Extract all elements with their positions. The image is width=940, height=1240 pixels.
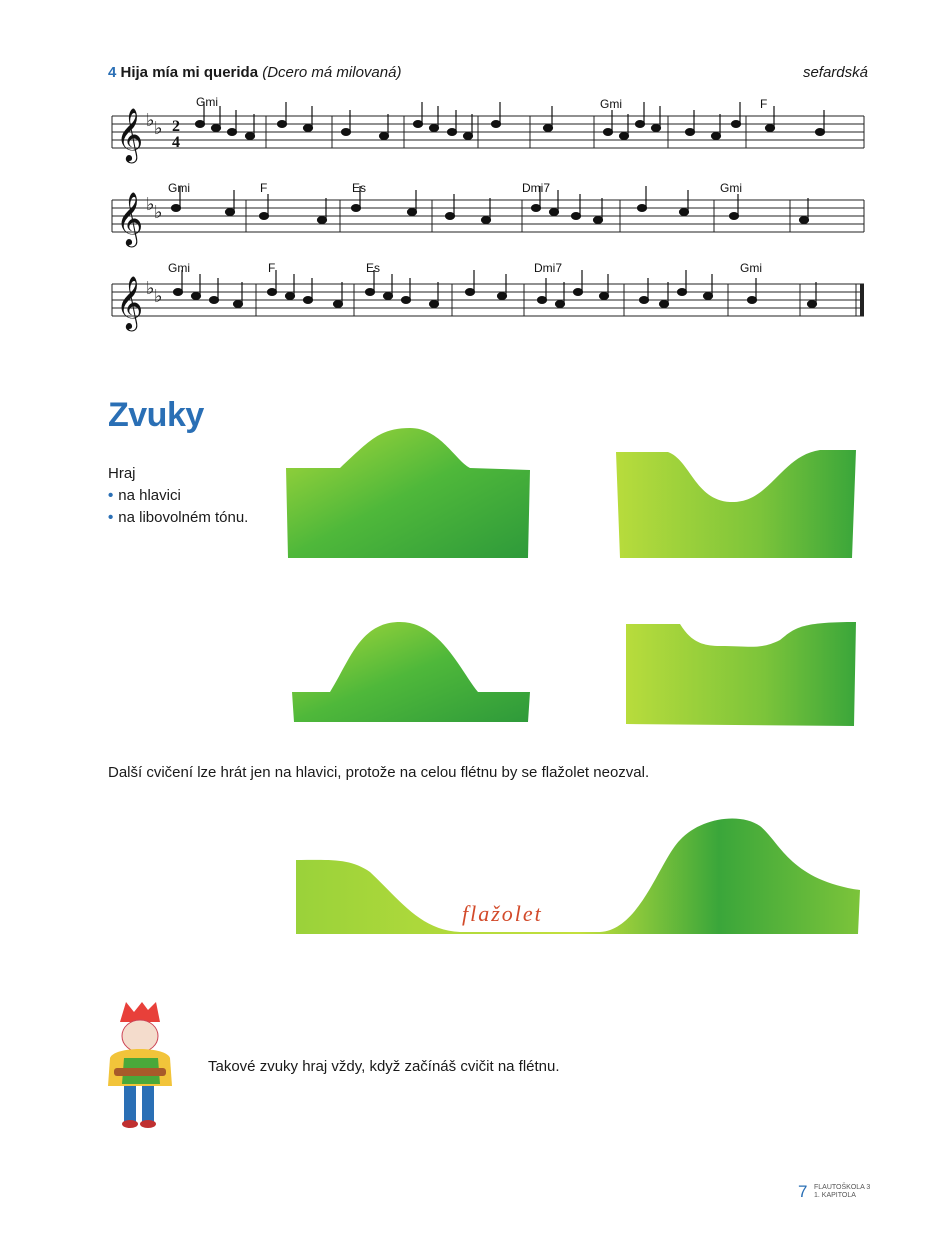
chord-label: Gmi xyxy=(720,181,742,195)
flageolet-label: flažolet xyxy=(462,901,543,926)
chord-label: Es xyxy=(366,261,381,275)
svg-text:♭: ♭ xyxy=(146,278,155,299)
svg-text:♭: ♭ xyxy=(154,202,163,223)
instruction-item: • na libovolném tónu. xyxy=(108,509,249,526)
chord-label: Dmi7 xyxy=(522,181,551,195)
svg-text:♭: ♭ xyxy=(154,118,163,139)
svg-text:4: 4 xyxy=(172,134,180,151)
paragraph: Další cvičení lze hrát jen na hlavici, protože na celou flétnu by se flažolet neozval. xyxy=(108,764,650,781)
gnome-illustration xyxy=(100,1000,180,1130)
chord-label: F xyxy=(260,181,268,195)
svg-text:♭: ♭ xyxy=(154,286,163,307)
treble-clef-icon: 𝄞 xyxy=(116,107,144,161)
watercolor-hill-shape xyxy=(286,428,530,558)
bottom-text: Takové zvuky hraj vždy, když začínáš cvičit na flétnu. xyxy=(208,1058,560,1075)
instruction-item: • na hlavici xyxy=(108,487,181,504)
chord-label: Gmi xyxy=(196,95,218,109)
chord-label: Es xyxy=(352,181,367,195)
chord-label: Gmi xyxy=(600,97,622,111)
watercolor-bump-shape xyxy=(292,622,530,722)
chord-label: Gmi xyxy=(168,261,190,275)
bullet-icon: • xyxy=(108,509,114,526)
instruction-heading: Hraj xyxy=(108,465,136,482)
svg-text:2: 2 xyxy=(172,118,180,135)
chord-label: Gmi xyxy=(168,181,190,195)
footer-book: FLAUTOŠKOLA 3 xyxy=(814,1184,871,1191)
chord-label: Gmi xyxy=(740,261,762,275)
song-subtitle: (Dcero má milovaná) xyxy=(262,64,402,81)
chord-label: Dmi7 xyxy=(534,261,563,275)
song-title: Hija mía mi querida xyxy=(120,64,259,81)
bullet-icon: • xyxy=(108,487,114,504)
chord-label: F xyxy=(268,261,276,275)
treble-clef-icon: 𝄞 xyxy=(116,275,144,329)
watercolor-flageolet-shape xyxy=(296,818,860,934)
chord-label: F xyxy=(760,97,768,111)
footer-book-info xyxy=(814,1184,870,1200)
section-title: Zvuky xyxy=(108,396,204,434)
treble-clef-icon: 𝄞 xyxy=(116,191,144,245)
watercolor-irregular-shape xyxy=(626,622,856,726)
song-number: 4 xyxy=(108,64,117,81)
footer-chapter: 1. KAPITOLA xyxy=(814,1192,856,1199)
svg-text:♭: ♭ xyxy=(146,110,155,131)
song-origin: sefardská xyxy=(802,64,868,81)
svg-text:♭: ♭ xyxy=(146,194,155,215)
watercolor-valley-shape xyxy=(616,450,856,558)
page-number: 7 xyxy=(798,1182,808,1201)
